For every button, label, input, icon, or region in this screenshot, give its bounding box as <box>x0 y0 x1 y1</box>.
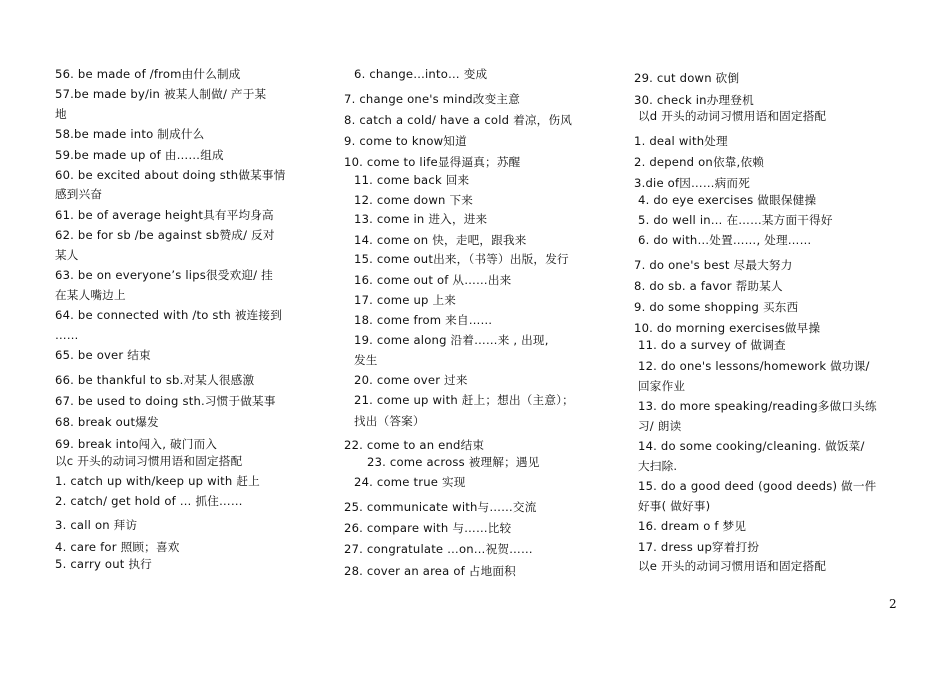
entry-c-2: 2. catch/ get hold of … 抓住…… <box>55 494 243 508</box>
entry-c-5: 5. carry out 执行 <box>55 557 152 571</box>
entry-d-2: 2. depend on依靠,依赖 <box>634 155 765 169</box>
entry-d-16: 16. dream o f 梦见 <box>638 519 747 533</box>
entry-c-15: 15. come out出来，（书等）出版，发行 <box>354 252 569 266</box>
entry-68: 68. break out爆发 <box>55 415 159 429</box>
entry-63: 63. be on everyone’s lips很受欢迎/ 挂 <box>55 268 273 282</box>
entry-d-8: 8. do sb. a favor 帮助某人 <box>634 279 783 293</box>
entry-61: 61. be of average height具有平均身高 <box>55 208 274 222</box>
entry-c-23: 23. come across 被理解；遇见 <box>367 455 540 469</box>
entry-c-26: 26. compare with 与……比较 <box>344 521 512 535</box>
entry-59: 59.be made up of 由……组成 <box>55 148 224 162</box>
entry-d-9: 9. do some shopping 买东西 <box>634 300 799 314</box>
entry-d-13: 13. do more speaking/reading多做口头练 <box>638 399 877 413</box>
entry-69: 69. break into闯入, 破门而入 <box>55 437 218 451</box>
entry-d-1: 1. deal with处理 <box>634 134 728 148</box>
entry-63-cont: 在某人嘴边上 <box>55 288 126 302</box>
entry-c-25: 25. communicate with与……交流 <box>344 500 537 514</box>
entry-d-15-cont: 好事( 做好事) <box>638 499 711 513</box>
entry-d-12: 12. do one's lessons/homework 做功课/ <box>638 359 870 373</box>
section-heading-e: 以e 开头的动词习惯用语和固定搭配 <box>638 559 827 573</box>
entry-d-12-cont: 回家作业 <box>638 379 686 393</box>
entry-c-19-cont: 发生 <box>354 353 378 367</box>
entry-d-15: 15. do a good deed (good deeds) 做一件 <box>638 479 877 493</box>
entry-d-14: 14. do some cooking/cleaning. 做饭菜/ <box>638 439 865 453</box>
entry-c-21-cont: 找出（答案） <box>354 414 425 428</box>
entry-c-14: 14. come on 快，走吧，跟我来 <box>354 233 527 247</box>
entry-c-20: 20. come over 过来 <box>354 373 468 387</box>
entry-64-cont: …… <box>55 328 79 342</box>
entry-d-4: 4. do eye exercises 做眼保健操 <box>638 193 817 207</box>
entry-c-22: 22. come to an end结束 <box>344 438 485 452</box>
entry-c-12: 12. come down 下来 <box>354 193 474 207</box>
entry-d-11: 11. do a survey of 做调查 <box>638 338 786 352</box>
entry-c-28: 28. cover an area of 占地面积 <box>344 564 516 578</box>
entry-c-3: 3. call on 拜访 <box>55 518 138 532</box>
entry-d-7: 7. do one's best 尽最大努力 <box>634 258 793 272</box>
entry-c-16: 16. come out of 从……出来 <box>354 273 512 287</box>
entry-c-9: 9. come to know知道 <box>344 134 467 148</box>
entry-d-5: 5. do well in… 在……某方面干得好 <box>638 213 833 227</box>
entry-c-6: 6. change…into… 变成 <box>354 67 488 81</box>
entry-c-4: 4. care for 照顾；喜欢 <box>55 540 180 554</box>
entry-66: 66. be thankful to sb.对某人很感激 <box>55 373 255 387</box>
entry-c-18: 18. come from 来自…… <box>354 313 493 327</box>
entry-c-17: 17. come up 上来 <box>354 293 457 307</box>
section-heading-c: 以c 开头的动词习惯用语和固定搭配 <box>55 454 243 468</box>
entry-67: 67. be used to doing sth.习惯于做某事 <box>55 394 276 408</box>
entry-58: 58.be made into 制成什么 <box>55 127 205 141</box>
entry-d-3: 3.die of因……病而死 <box>634 176 750 190</box>
entry-56: 56. be made of /from由什么制成 <box>55 67 241 81</box>
section-heading-d: 以d 开头的动词习惯用语和固定搭配 <box>638 109 827 123</box>
entry-c-10: 10. come to life显得逼真；苏醒 <box>344 155 521 169</box>
entry-c-13: 13. come in 进入，进来 <box>354 212 488 226</box>
entry-65: 65. be over 结束 <box>55 348 151 362</box>
entry-d-14-cont: 大扫除. <box>638 459 678 473</box>
entry-d-6: 6. do with…处置……, 处理…… <box>638 233 812 247</box>
entry-57: 57.be made by/in 被某人制做/ 产于某 <box>55 87 267 101</box>
page-number: 2 <box>889 597 897 611</box>
entry-64: 64. be connected with /to sth 被连接到 <box>55 308 283 322</box>
entry-c-30: 30. check in办理登机 <box>634 93 754 107</box>
entry-c-21: 21. come up with 赶上；想出（主意）； <box>354 393 574 407</box>
entry-60-cont: 感到兴奋 <box>55 187 103 201</box>
entry-c-8: 8. catch a cold/ have a cold 着凉，伤风 <box>344 113 573 127</box>
entry-d-10: 10. do morning exercises做早操 <box>634 321 821 335</box>
entry-62: 62. be for sb /be against sb赞成/ 反对 <box>55 228 275 242</box>
entry-c-11: 11. come back 回来 <box>354 173 470 187</box>
entry-62-cont: 某人 <box>55 248 79 262</box>
entry-c-27: 27. congratulate …on…祝贺…… <box>344 542 533 556</box>
entry-c-29: 29. cut down 砍倒 <box>634 71 740 85</box>
entry-60: 60. be excited about doing sth做某事情 <box>55 168 286 182</box>
entry-d-17: 17. dress up穿着打扮 <box>638 540 760 554</box>
entry-c-7: 7. change one's mind改变主意 <box>344 92 520 106</box>
entry-c-1: 1. catch up with/keep up with 赶上 <box>55 474 260 488</box>
entry-57-cont: 地 <box>55 107 67 121</box>
entry-c-19: 19. come along 沿着……来 , 出现, <box>354 333 549 347</box>
entry-c-24: 24. come true 实现 <box>354 475 466 489</box>
entry-d-13-cont: 习/ 朗读 <box>638 419 682 433</box>
